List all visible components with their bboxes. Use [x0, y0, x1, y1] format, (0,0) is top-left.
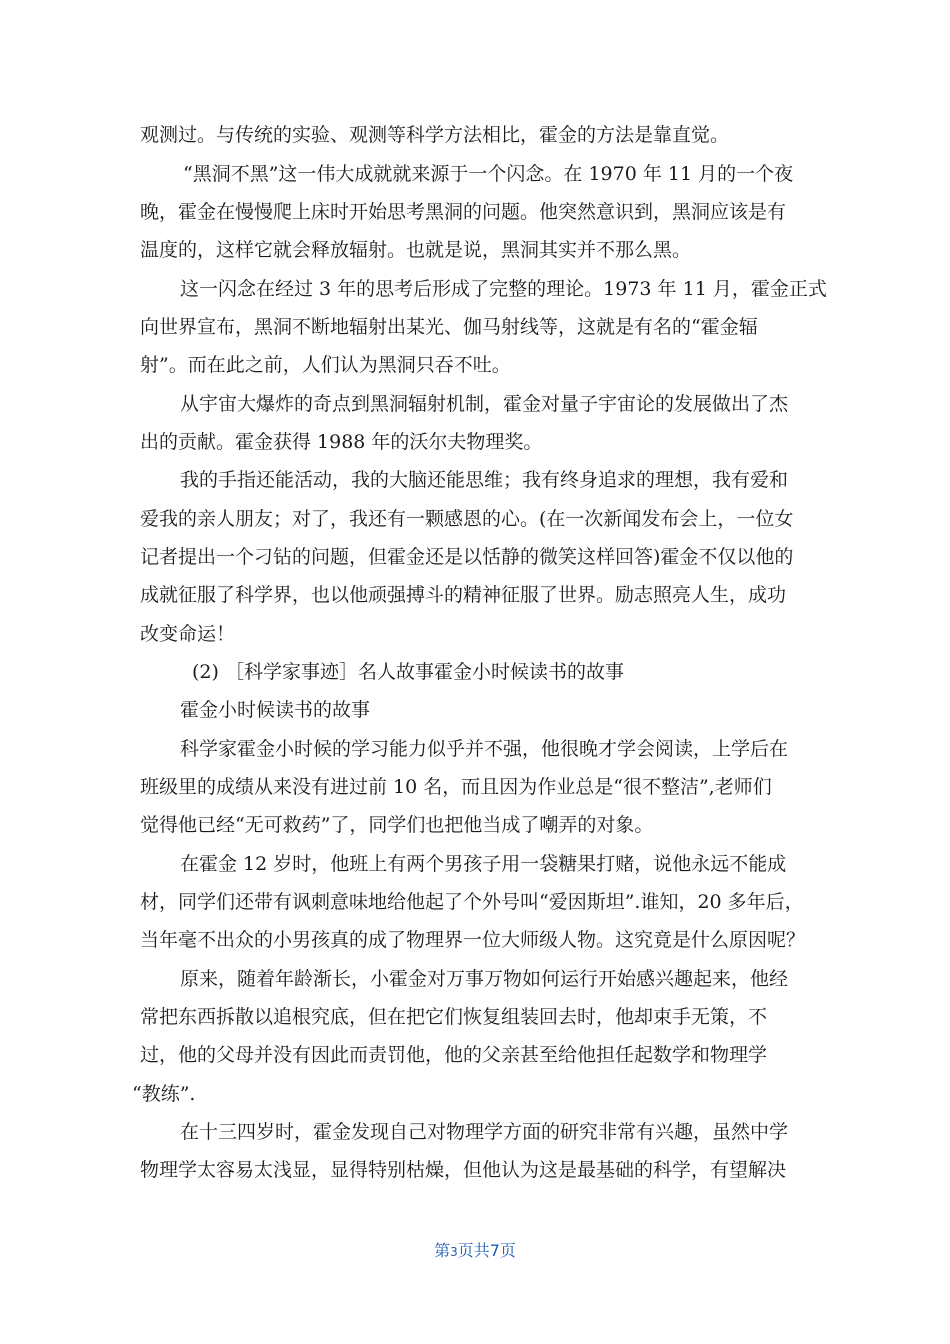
text-line: 班级里的成绩从来没有进过前 10 名，而且因为作业总是“很不整洁”,老师们: [140, 776, 772, 798]
text-line: 这一闪念在经过 3 年的思考后形成了完整的理论。1973 年 11 月，霍金正式: [180, 278, 827, 300]
footer-prefix: 第: [434, 1241, 451, 1260]
text-line: 我的手指还能活动，我的大脑还能思维；我有终身追求的理想，我有爱和: [180, 469, 789, 491]
text-line: 当年毫不出众的小男孩真的成了物理界一位大师级人物。这究竟是什么原因呢？: [140, 929, 806, 951]
text-line: 成就征服了科学界，也以他顽强搏斗的精神征服了世界。励志照亮人生，成功: [140, 584, 787, 606]
text-line: 常把东西拆散以追根究底，但在把它们恢复组装回去时，他却束手无策，不: [140, 1006, 768, 1028]
story-title: 霍金小时候读书的故事: [180, 699, 371, 721]
text-line: 射”。而在此之前，人们认为黑洞只吞不吐。: [140, 354, 511, 376]
text-line: 觉得他已经“无可救药”了，同学们也把他当成了嘲弄的对象。: [140, 814, 654, 836]
text-line: 向世界宣布，黑洞不断地辐射出某光、伽马射线等，这就是有名的“霍金辐: [140, 316, 758, 338]
text-line: 从宇宙大爆炸的奇点到黑洞辐射机制，霍金对量子宇宙论的发展做出了杰: [180, 393, 789, 415]
text-line: 科学家霍金小时候的学习能力似乎并不强，他很晚才学会阅读，上学后在: [180, 738, 789, 760]
footer-middle: 页共: [457, 1241, 490, 1260]
current-page-number: 3: [450, 1245, 458, 1259]
text-line: 观测过。与传统的实验、观测等科学方法相比，霍金的方法是靠直觉。: [140, 124, 730, 146]
footer-suffix: 页: [499, 1241, 516, 1260]
text-line: 在霍金 12 岁时，他班上有两个男孩子用一袋糖果打赌，说他永远不能成: [180, 853, 787, 875]
text-line: 晚，霍金在慢慢爬上床时开始思考黑洞的问题。他突然意识到，黑洞应该是有: [140, 201, 787, 223]
text-line: “教练”.: [132, 1083, 196, 1105]
page-footer: [0, 1241, 950, 1262]
text-line: 过，他的父母并没有因此而责罚他，他的父亲甚至给他担任起数学和物理学: [140, 1044, 768, 1066]
total-pages-number: 7: [489, 1241, 500, 1260]
text-line: 记者提出一个刁钻的问题，但霍金还是以恬静的微笑这样回答)霍金不仅以他的: [140, 546, 794, 568]
text-line: 原来，随着年龄渐长，小霍金对万事万物如何运行开始感兴趣起来，他经: [180, 968, 789, 990]
section-heading: (2) ［科学家事迹］名人故事霍金小时候读书的故事: [192, 661, 624, 683]
text-line: 物理学太容易太浅显，显得特别枯燥，但他认为这是最基础的科学，有望解决: [140, 1159, 787, 1181]
text-line: 温度的，这样它就会释放辐射。也就是说，黑洞其实并不那么黑。: [140, 239, 692, 261]
text-line: 爱我的亲人朋友；对了，我还有一颗感恩的心。(在一次新闻发布会上，一位女: [140, 508, 794, 530]
text-line: “黑洞不黑”这一伟大成就就来源于一个闪念。在 1970 年 11 月的一个夜: [183, 163, 794, 185]
text-line: 出的贡献。霍金获得 1988 年的沃尔夫物理奖。: [140, 431, 543, 453]
text-line: 改变命运！: [140, 623, 236, 645]
text-line: 材，同学们还带有讽刺意味地给他起了个外号叫“爱因斯坦”.谁知，20 多年后，: [140, 891, 804, 913]
text-line: 在十三四岁时，霍金发现自己对物理学方面的研究非常有兴趣，虽然中学: [180, 1121, 789, 1143]
